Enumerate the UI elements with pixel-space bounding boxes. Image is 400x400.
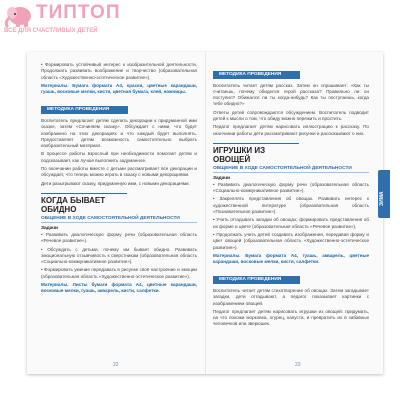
right-page-number: 23 [295, 362, 301, 368]
left-materials-text: Материалы. Листы бумаги формата А4, цветные карандаши, восковые мелки, гуашь, акварель, кисти, салфетки. [41, 282, 197, 294]
right-materials [213, 253, 369, 266]
right-tasks-label: Задачи [213, 175, 230, 181]
right-task-item: • Закреплять представления об овощах. Развивать интерес к художественной литературе (образовательная область «Познавательное развитие»). [213, 196, 369, 215]
left-intro-materials [41, 83, 197, 96]
left-materials [41, 282, 197, 295]
right-task-item: • Развивать диалогическую форму речи (образовательная область «Социально-коммуникативное развитие»). [213, 181, 369, 194]
brand-name: ТИПТОП [36, 2, 121, 23]
right-materials-text: Материалы. Бумага формата А4, гуашь, акварель, цветные карандаши, восковые мелки, кисти, салфетки. [213, 252, 369, 265]
elephant-icon [4, 4, 34, 28]
right-method-paragraph: Педагог предлагает детям нарисовать иллюстрацию к рассказу. По окончании работы дети рассматривают рисунки и рассказывают о них. [213, 124, 369, 136]
season-tab [378, 170, 390, 218]
left-method-paragraph: Дети разыгрывают сказку, придуманную ими, с новыми декорациями. [41, 180, 190, 186]
left-task-item: • Формировать умение передавать в рисунке своё настроение и эмоции (образовательная область «Художественно-эстетическое развитие»). [41, 267, 197, 279]
left-task-item: • Развивать диалогическую форму речи (образовательная область «Речевое развитие»). [41, 231, 197, 244]
right-method-paragraph: Воспитатель читает детям рассказ. Затем он спрашивает: «Как ты считаешь, почему обиделся герой рассказа? Правильно ли он поступил? Обижался ли ты когда-нибудь? Как ты поступаешь, когда тебе обидно?» [213, 82, 369, 107]
left-subhead: ОБЩЕНИЕ В ХОДЕ САМОСТОЯТЕЛЬНОЙ ДЕЯТЕЛЬНОСТИ [41, 216, 197, 223]
right-method-paragraph: Ответы детей сопровождаются обсуждением. Воспитатель подводит детей к мысли о том, что обиду можно пережить и простить. [213, 109, 369, 121]
book-spread [27, 52, 383, 374]
right-bottom-paragraph: Педагог предлагает детям нарисовать игрушки из овощей: придумать, на что похожи морковка, огурец, капуста, и превратить их в забавных человечков или зверюшек. [213, 308, 369, 327]
right-method-band-2: МЕТОДИКА ПРОВЕДЕНИЯ [213, 276, 300, 284]
right-bottom-paragraph: Воспитатель читает детям стихотворение об овощах. Затем загадывает загадки, дети отгадывают, а педагог показывает картинки с изображением овощей. [213, 287, 369, 306]
left-method-paragraph: Воспитатель предлагает детям сделать декорации к придуманной ими сказке, затем «Сочиняем сказку». Обсуждает с ними, что будет изображено на этих декорациях и что каждый будет выполнять. Предоставляет детям возможность самостоятельно выбрать изобразительный материал. [41, 117, 197, 149]
left-method-paragraph: В процессе работы взрослый при необходимости помогает детям и подсказывает, как лучше выполнить задуманное. [41, 151, 197, 163]
brand-tagline: ВСЁ ДЛЯ СЧАСТЛИВЫХ ДЕТЕЙ [4, 28, 98, 34]
left-method-band: МЕТОДИКА ПРОВЕДЕНИЯ [41, 106, 128, 114]
book-spine [205, 52, 206, 374]
right-section-title [213, 143, 299, 164]
left-method-paragraph: По окончании работы вместе с детьми рассматривает все декорации и обсуждает, что теперь можно играть в сказку с новыми декорациями. [41, 166, 197, 178]
right-method-band: МЕТОДИКА ПРОВЕДЕНИЯ [213, 71, 300, 79]
right-section-title-line1: ИГРУШКИ ИЗ ОВОЩЕЙ [213, 145, 266, 164]
right-task-item: • Продолжать учить детей создавать изображения, передавая форму и цвет овощей (образовательная область «Художественно-эстетическое развитие»). [213, 231, 369, 250]
right-page [213, 62, 369, 358]
left-page [41, 62, 197, 358]
left-section-title [41, 193, 127, 214]
left-task-item: • Обсуждать с детьми, почему им бывает обидно. Развивать эмоциональную отзывчивость к сверстникам (образовательная область «Социально-коммуникативное развитие»). [41, 246, 197, 265]
left-intro-task: • Формировать устойчивый интерес к изобразительной деятельности. Продолжать развивать воображение и творчество (образовательная область «Художественно-эстетическое развитие»). [41, 62, 197, 80]
season-tab-label: ЗИМА [379, 191, 385, 206]
brand-logo [0, 0, 121, 46]
left-page-number: 22 [113, 362, 119, 368]
left-tasks-label: Задачи [41, 225, 58, 231]
left-intro-materials-text: Материалы. Бумага формата А4, краски, цветные карандаши, гуашь, восковые мелки, кисти, цветная бумага, клей, ножницы. [41, 82, 197, 95]
right-task-item: • Учить отгадывать загадки об овощах, формировать представления об их форме и цвете (образовательная область «Речевое развитие»). [213, 217, 369, 229]
right-subhead: ОБЩЕНИЕ В ХОДЕ САМОСТОЯТЕЛЬНОЙ ДЕЯТЕЛЬНОСТИ [213, 166, 369, 173]
left-section-title-line2: ОБИДНО [41, 204, 77, 214]
left-section-title-line1: КОГДА БЫВАЕТ [41, 195, 106, 205]
